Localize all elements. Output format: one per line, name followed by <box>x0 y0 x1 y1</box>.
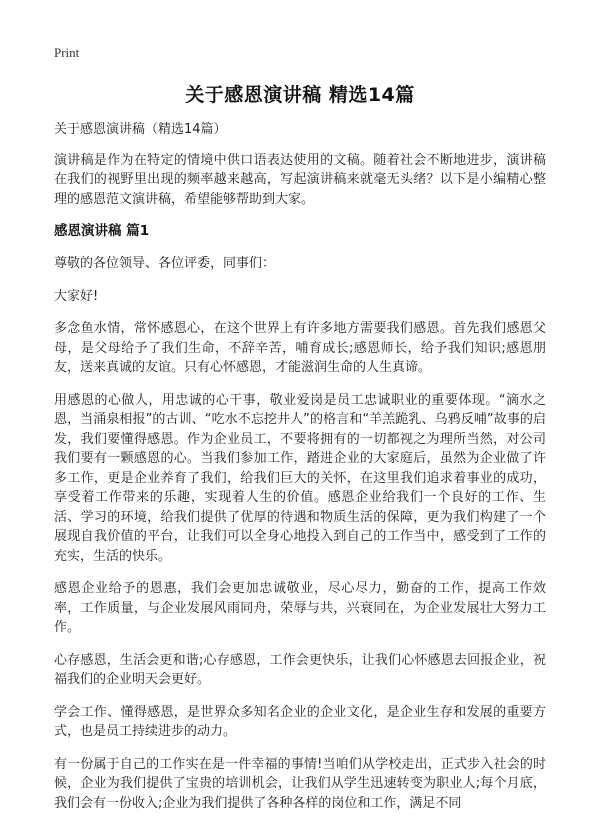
document-body <box>54 120 546 826</box>
document-subtitle: 关于感恩演讲稿（精选14篇） <box>54 122 227 137</box>
paragraph-greeting: 大家好! <box>54 288 99 304</box>
print-label[interactable]: Print <box>54 45 80 60</box>
paragraph-culture: 学会工作、懂得感恩，是世界众多知名企业的企业文化，是企业生存和发展的重要方式，也是员工持续进步的动力。 <box>54 704 546 739</box>
document-title: 关于感恩演讲稿 精选14篇 <box>185 84 415 106</box>
intro-paragraph: 演讲稿是作为在特定的情境中供口语表达使用的文稿。随着社会不断地进步，演讲稿在我们的视野里出现的频率越来越高，写起演讲稿来就毫无头绪？以下是小编精心整理的感恩范文演讲稿，希望能够帮助到大家。 <box>54 152 546 207</box>
paragraph-gratitude: 多念鱼水情，常怀感恩心，在这个世界上有许多地方需要我们感恩。首先我们感恩父母，是父母给予了我们生命，不辞辛苦，哺育成长;感恩师长，给予我们知识;感恩朋友，送来真诚的友谊。只有心怀感恩，才能滋润生命的人生真谛。 <box>54 321 546 375</box>
paragraph-dedication: 感恩企业给予的恩惠，我们会更加忠诚敬业，尽心尽力，勤奋的工作，提高工作效率，工作质量，与企业发展风雨同舟，荣辱与共，兴衰同在，为企业发展壮大努力工作。 <box>54 581 546 635</box>
paragraph-work-happiness: 有一份属于自己的工作实在是一件幸福的事情!当咱们从学校走出，正式步入社会的时候，企业为我们提供了宝贵的培训机会，让我们从学生迅速转变为职业人;每个月底，我们会有一份收入;企业为我们提供了各种各样的岗位和工作，满足不同 <box>54 756 546 811</box>
paragraph-loyalty: 用感恩的心做人，用忠诚的心干事，敬业爱岗是员工忠诚职业的重要体现。“滴水之恩，当涌泉相报”的古训、“吃水不忘挖井人”的格言和“羊羔跪乳、乌鸦反哺”故事的启发，我们要懂得感恩。作为企业员工，不要将拥有的一切都视之为理所当然，对公司我们要有一颗感恩的心。当我们参加工作，踏进企业的大家庭后，虽然为企业做了许多工作，更是企业养育了我们，给我们巨大的关怀，在这里我们追求着事业的成功，享受着工作带来的乐趣，实现着人生的价值。感恩企业给我们一个良好的工作、生活、学习的环境，给我们提供了优厚的待遇和物质生活的保障，更为我们构建了一个展现自我价值的平台，让我们可以全身心地投入到自己的工作当中，感受到了工作的充实，生活的快乐。 <box>54 392 546 564</box>
paragraph-salutation: 尊敬的各位领导、各位评委，同事们： <box>54 256 276 271</box>
paragraph-harmony: 心存感恩，生活会更和谐;心存感恩，工作会更快乐，让我们心怀感恩去回报企业，祝福我们的企业明天会更好。 <box>54 652 546 687</box>
section-heading: 感恩演讲稿 篇1 <box>54 223 150 239</box>
